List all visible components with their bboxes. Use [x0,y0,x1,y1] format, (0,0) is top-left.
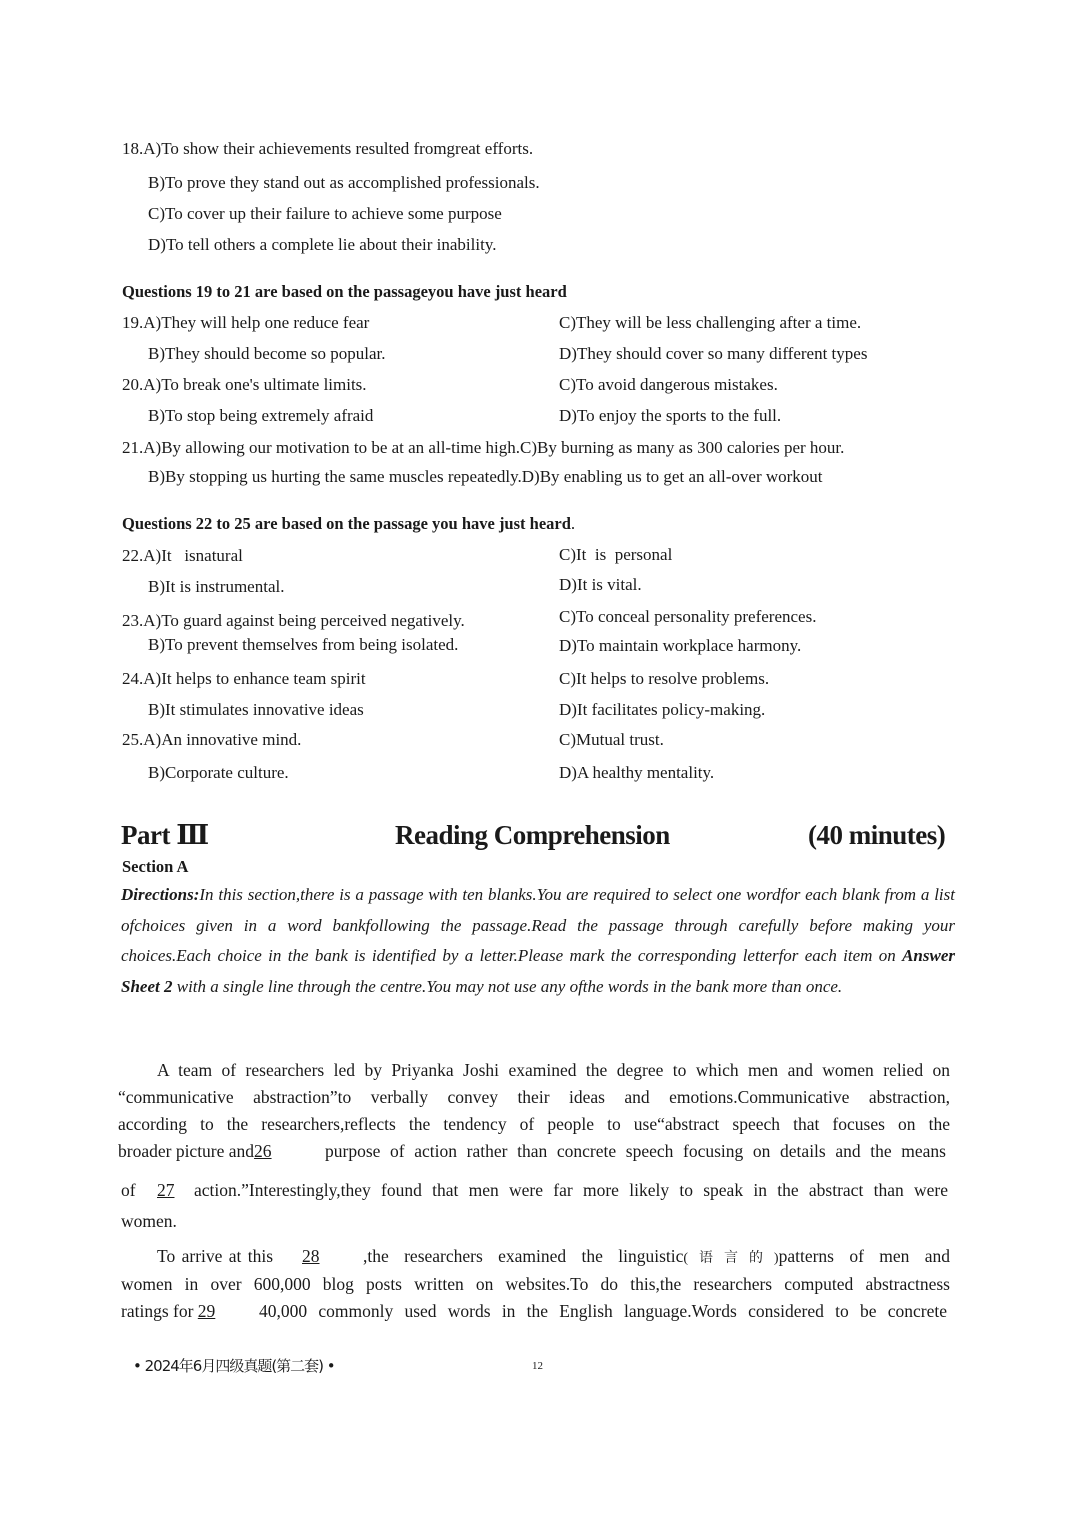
passage-line-9b: 40,000 commonly used words in the English language.Words considered to be concrete [259,1301,947,1321]
q19-option-b: B)They should become so popular. [148,344,386,363]
q20-option-c: C)To avoid dangerous mistakes. [559,375,778,394]
passage-line-1: A team of researchers led by Priyanka Joshi examined the degree to which men and women relied on [157,1060,950,1080]
passage-line-5a: of [121,1180,136,1200]
q23-option-c: C)To conceal personality preferences. [559,607,817,626]
q23-option-b: B)To prevent themselves from being isolated. [148,635,459,654]
passage-line-7a: To arrive at this [157,1246,274,1266]
part-title: Reading Comprehension [395,820,670,850]
passage-line-5b: action.”Interestingly,they found that men were far more likely to speak in the abstract than were [194,1180,948,1200]
q18-option-d: D)To tell others a complete lie about their inability. [148,235,497,254]
passage-line-3: according to the researchers,reflects the tendency of people to use“abstract speech that focuses on the [118,1114,950,1134]
q23-option-a: 23.A)To guard against being perceived negatively. [122,611,465,630]
section-a-heading: Section A [122,857,189,876]
directions-paragraph [121,880,955,1003]
q18-option-b: B)To prove they stand out as accomplished professionals. [148,173,540,192]
passage-line-4b: purpose of action rather than concrete speech focusing on details and the means [325,1141,946,1161]
part-time: (40 minutes) [808,820,946,850]
directions-text-1: In this section,there is a passage with ten blanks.You are required to select one wordfor each blank from a list ofchoices given in a word bankfollowing the passage.Read the passage through carefully before making your choices.Each choice in the bank is identified by a letter.Please mark the corresponding letterfor each item on [121,885,955,966]
q19-option-c: C)They will be less challenging after a time. [559,313,862,332]
q25-option-b: B)Corporate culture. [148,763,289,782]
passage-line-9a: ratings for [121,1301,194,1321]
q19-option-d: D)They should cover so many different types [559,344,868,363]
q20-option-d: D)To enjoy the sports to the full. [559,406,782,425]
q24-option-a: 24.A)It helps to enhance team spirit [122,669,366,688]
linguistic-gloss: (语言的) [683,1251,779,1266]
blank-28: 28 [302,1246,320,1266]
passage-line-2: “communicative abstraction”to verbally convey their ideas and emotions.Communicative abstraction, [118,1087,950,1107]
questions-22-25-heading-text: Questions 22 to 25 are based on the passage you have just heard [122,514,571,533]
q24-option-b: B)It stimulates innovative ideas [148,700,364,719]
q22-option-a: 22.A)It isnatural [122,546,243,565]
directions-text-2: with a single line through the centre.You may not use any ofthe words in the bank more than once. [172,977,843,997]
passage-line-6: women. [121,1211,177,1231]
directions-label: Directions: [121,885,200,904]
part-label: Part Ⅲ [121,820,209,850]
q24-option-c: C)It helps to resolve problems. [559,669,770,688]
q23-option-d: D)To maintain workplace harmony. [559,636,802,655]
q21-options-b-d: B)By stopping us hurting the same muscles repeatedly.D)By enabling us to get an all-over workout [148,467,823,486]
q24-option-d: D)It facilitates policy-making. [559,700,766,719]
passage-line-9-start [121,1301,215,1322]
questions-19-21-heading: Questions 19 to 21 are based on the passageyou have just heard [122,282,567,301]
blank-26: 26 [254,1141,272,1161]
q21-options-a-c: 21.A)By allowing our motivation to be at an all-time high.C)By burning as many as 300 calories per hour. [122,438,845,457]
questions-22-25-heading-period: . [570,514,576,533]
passage-line-8: women in over 600,000 blog posts written on websites.To do this,the researchers computed abstractness [121,1274,950,1294]
directions-answer-sheet: Answer Sheet 2 [121,946,955,997]
passage-line-4a: broader picture and [118,1141,255,1161]
q25-option-d: D)A healthy mentality. [559,763,715,782]
q18-option-a: 18.A)To show their achievements resulted fromgreat efforts. [122,139,534,158]
q20-option-b: B)To stop being extremely afraid [148,406,374,425]
blank-29: 29 [197,1301,216,1321]
passage-line-7 [363,1246,950,1267]
q20-option-a: 20.A)To break one's ultimate limits. [122,375,367,394]
page-number: 12 [532,1360,543,1372]
passage-line-4-start [118,1141,272,1162]
q19-option-a: 19.A)They will help one reduce fear [122,313,370,332]
questions-22-25-heading [122,514,575,534]
q22-option-d: D)It is vital. [559,575,642,594]
passage-line-7b: ,the researchers examined the linguistic [363,1246,684,1266]
q25-option-c: C)Mutual trust. [559,730,664,749]
footer-label: • 2024年6月四级真题(第二套) • [133,1357,335,1375]
q25-option-a: 25.A)An innovative mind. [122,730,302,749]
passage-line-7c: patterns of men and [778,1246,951,1266]
q22-option-c: C)It is personal [559,545,673,564]
q22-option-b: B)It is instrumental. [148,577,285,596]
blank-27: 27 [157,1180,175,1200]
q18-option-c: C)To cover up their failure to achieve some purpose [148,204,502,223]
